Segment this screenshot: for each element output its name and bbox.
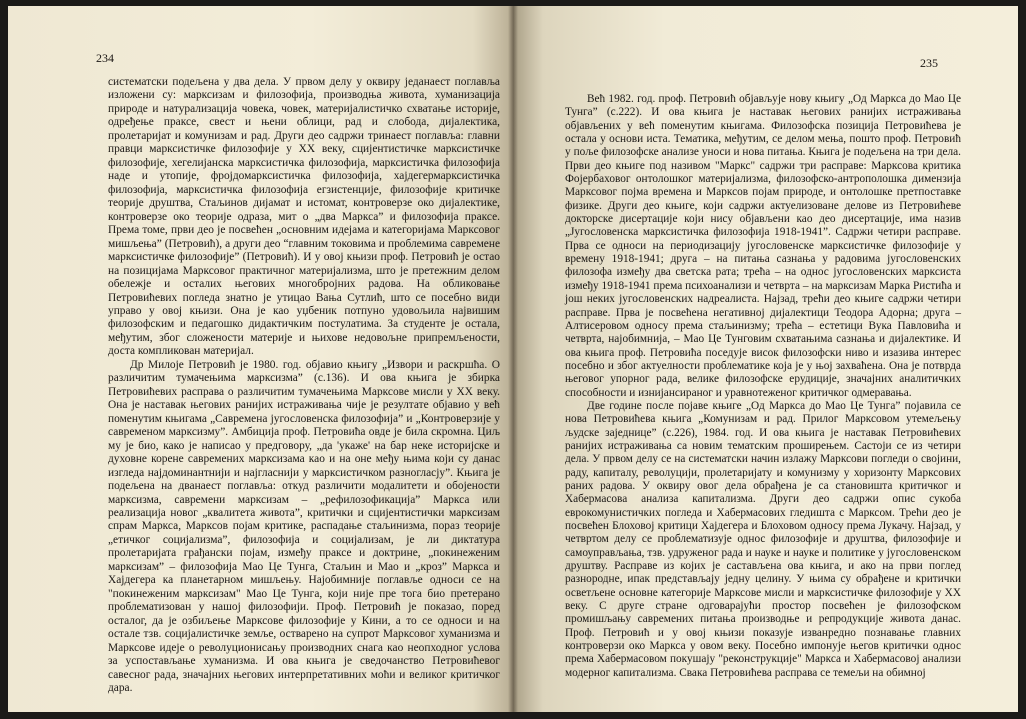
page-number-right: 235 (920, 56, 938, 70)
paragraph: систематски подељена у два дела. У првом делу у оквиру једанаест поглавља изложени су: марксизам и филозофија, производња живота, хуманизација природе и натурализација човека, човек, материјалистичко схватање историје, одређење праксе, свест и њени облици, рад и слобода, дијалектика, пролетаријат и комунизам и рад. Други део садржи тринаест поглавља: главни правци марксистичке филозофије у XX веку, сциjентистичке марксистичке филозофије, хегелијанска марксистичка филозофија, марксистичка филозофија наде и утопије, фројдомарксистичка филозофија, хајдегермарксистичка филозофија, марксистичка филозофија егзистенције, филозофије критичке теорије друштва, Стаљинов дијамат и истомат, контроверзе око дијалектике, контроверзе око теорије одраза, мит о „два Маркса” и филозофија праксе. Према томе, први део је посвећен „основним идејама и категоријама Марксовог мишљења” (Петровић), а други део “главним токовима и проблемима савремене марксистичке филозофије” (Петровић). И у овој књизи проф. Петровић је остао на позицијама Марксовог практичног материјализма, што је претежним делом обележје и осталих његових многобројних радова. На обликовање Петровићевих погледа знатно је утицао Вања Сутлић, што се посебно види управо у овој књизи. Она је као уџбеник потпуно удовољила највишим филозофским и педагошко дидактичким постулатима. За студенте је остала, међутим, због сложености материје и њихове недовољне припремљености, доста компликован материјал. (108, 76, 500, 358)
right-page-text (565, 93, 961, 680)
paragraph: Др Милоје Петровић је 1980. год. објавио књигу „Извори и раскршћа. О различитим тумачењима марксизма” (с.136). И ова књига је збирка Петровићевих расправа о различитим тумачењима Марксове мисли у XX веку. Она је наставак његових ранијих истраживања чије је резултате објавио у већ поменутим књигама „Савремена југословенска филозофија” и „Контроверзије у савременом марксизму”. Амбиција проф. Петровића овде је била скромна. Циљ му је био, како је написао у предговору, „да 'укаже' на бар неке историјске и духовне корене савремених марксизама као и на оне међу њима који су данас изгледа најдоминантнији и најгласнији у марксистичком разногласју”. Књига је подељена на дванаест поглавља: откуд различити модалитети и обојености марксизма, савремени марксизам – „рефилозофикација” Маркса или реализација новог „квалитета живота”, критички и сциjентистички марксизам спрам Маркса, Марксов појам критике, распадање стаљинизма, пораз теорије „етичког социјализма”, филозофија и социјализам, је ли диктатура пролетаријата грађански појам, између праксе и доктрине, „покинеженим марксизам” – филозофија Мао Це Тунга, Стаљин и Мао и „кроз” Маркса и Хајдегера ка планетарном мишљењу. Најобимније поглавље односи се на "покинеженим марксизам" Мао Це Тунга, који није пре тога био претерано проблематизован у нашој филозофији. Проф. Петровић је показао, поред осталог, да је озбиљење Марксове филозофије у Кини, а то се односи и на остале тзв. социјалистичке земље, остварено на супрот Марксовог хуманизма и Марксове идеје о револуционисању производних снага као неопходног услова за успостављање хуманизма. И ова књига је сведочанство Петровићевог савесног рада, значајних његових интерпретативних моћи и великог критичког дара. (108, 358, 500, 695)
right-page (513, 6, 1018, 712)
page-number-left: 234 (96, 51, 114, 65)
paragraph: Већ 1982. год. проф. Петровић објављује нову књигу „Од Маркса до Мао Це Тунга” (с.222). И ова књига је наставак његових ранијих истраживања објављених у већ поменутим књигама. Филозофска позиција Петровићева је остала у основи иста. Тематика, међутим, се делом мења, пошто проф. Петровић у поље филозофске анализе уноси и нова питања. Књига је подељена на три дела. Први део књиге под називом "Маркс" садржи три расправе: Марксова критика Фојербаховог онтолошког материјализма, филозофско-антрополошка димензија Марксовог појма времена и Марксов појам природе, и онтолошке претпоставке физике. Други део књиге, који садржи актуелизоване делове из Петровићеве докторске дисертације који нису објављени као део дисертације, има назив „Југословенска марксистичка филозофија 1918-1941”. Садржи четири расправе. Прва се односи на периодизацију југословенске марксистичке филозофије у времену 1918-1941; друга – на питања сазнања у радовима југословенских филозофа између два светска рата; трећа – на однос југословенских марксиста између 1918-1941 према психоанализи и четврта – на марксизам Марка Ристића и још неких југословенских надреалиста. Најзад, трећи део књиге садржи четири расправе. Прва је посвећена негативној дијалектици Теодора Адорна; друга – Алтисеровом односу према стаљинизму; трећа – естетици Вука Павловића и четврта, најобимнија, – Мао Це Тунговим схватањима сазнања и дијалектике. И ова књига проф. Петровића поседује висок филозофски ниво и изазива интерес посебно и због актуелности проблематике која је у њој захваћена. Она је потврда његовог упорног рада, велике филозофске ерудиције, значајних аналитичких способности и изнијансираног и уравнотеженог критичког одмеравања. (565, 93, 961, 399)
book-gutter (508, 6, 518, 712)
paragraph: Две године после појаве књиге „Од Маркса до Мао Це Тунга” појавила се нова Петровићева књига „Комунизам и рад. Прилог Марксовом утемељењу људске заједнице” (с.226), 1984. год. И ова књига је наставак Петровићевих ранијих истраживања са новим тематским проширењем. Састоји се из четири дела. У првом делу се на систематски начин излажу Марксови погледи о својини, раду, капиталу, револуцији, пролетаријату и комунизму у хоризонту Марксових раних радова. У оквиру овог дела обрађена је са становишта критичког и Хабермасова анализа капитализма. Други део садржи опис сукоба еврокомунистичких погледа и Хабермасових гледишта с Марксом. Трећи део је посвећен Блоховој критици Хајдегера и Блоховом односу према Лукачу. Најзад, у четвртом делу се проблематизује однос филозофије и друштва, филозофије и самоуправљања, тзв. удруженог рада и науке и науке и политике у југословенском друштву. Расправе из којих је састављена ова књига, и ако на први поглед разнородне, ипак представљају једну целину. У њима су обрађене и критички осветљене основне категорије Марксове мисли и марксистичке филозофије у XX веку. С друге стране одговарајући простор посвећен је филозофском промишљању савремених питања производње и репродукције живота данас. Проф. Петровић и у овој књизи показује изванредно познавање главних контроверзи око Маркса у овом веку. Посебно импонује његов критички однос према Хабермасовом покушају "реконструкције" Маркса и Хабермасовој анализи модерног капитализма. Свака Петровићева расправа се темељи на обимној (565, 399, 961, 679)
left-page-text (108, 76, 500, 696)
book-spread (8, 6, 1018, 712)
left-page (8, 6, 513, 712)
